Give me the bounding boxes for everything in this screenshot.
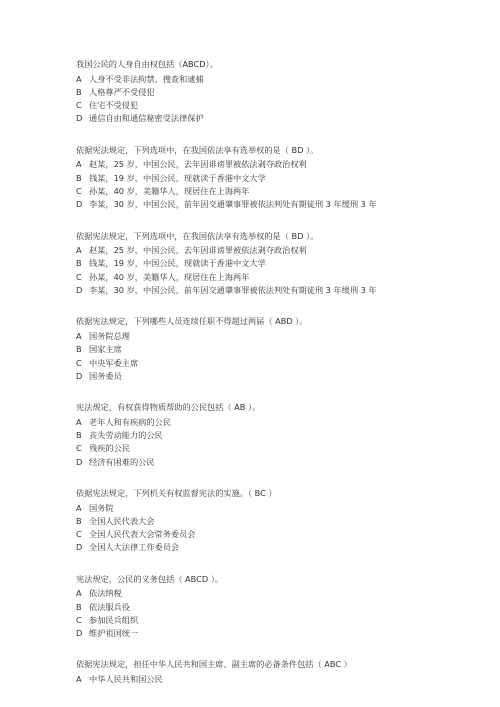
option-a (76, 73, 486, 86)
option-text: 依法纳税 (89, 588, 122, 599)
option-a (76, 330, 486, 343)
option-d (76, 541, 486, 554)
option-letter: C (76, 185, 82, 196)
option-letter: C (76, 271, 82, 282)
option-text: 人身不受非法拘禁、搜查和逮捕 (89, 73, 204, 84)
option-letter: B (76, 601, 82, 612)
option-letter: B (76, 86, 82, 97)
question-stem: 宪法规定，有权获得物质帮助的公民包括（ AB ）。 (76, 402, 261, 413)
option-d (76, 627, 486, 640)
question-block (76, 144, 486, 212)
option-text: 赵某，25 岁，中国公民，去年因诽谤罪被依法剥夺政治权利 (89, 245, 307, 256)
option-letter: A (76, 245, 82, 256)
option-c (76, 614, 486, 627)
question-stem: 我国公民的人身自由权包括（ABCD）。 (76, 59, 218, 69)
document-page (76, 58, 486, 704)
option-text: 全国人大法律工作委员会 (89, 542, 180, 553)
option-letter: B (76, 430, 82, 441)
option-text: 老年人和有疾病的公民 (89, 416, 171, 427)
option-text: 国务委员 (89, 370, 122, 381)
question-stem: 依据宪法规定，担任中华人民共和国主席、副主席的必备条件包括（ ABC ） (76, 659, 352, 670)
option-text: 孙某，40 岁，美籍华人，现居住在上海两年 (89, 185, 250, 196)
option-text: 参加民兵组织 (89, 614, 139, 625)
option-letter: D (76, 199, 83, 210)
question-block (76, 230, 486, 298)
option-text: 人格尊严不受侵犯 (89, 86, 155, 97)
option-text: 住宅不受侵犯 (89, 100, 139, 111)
option-text: 残疾的公民 (89, 443, 130, 454)
option-text: 丧失劳动能力的公民 (89, 430, 163, 441)
option-b (76, 172, 486, 185)
option-text: 国务院总理 (89, 330, 130, 341)
option-letter: D (76, 285, 83, 296)
option-letter: A (76, 330, 82, 341)
question-stem: 依据宪法规定，下列选项中，在我国依法享有选举权的是（ BD ）。 (76, 230, 319, 241)
option-b (76, 86, 486, 99)
option-text: 依法服兵役 (89, 601, 130, 612)
option-text: 赵某，25 岁，中国公民，去年因诽谤罪被依法剥夺政治权利 (89, 159, 307, 170)
option-letter: B (76, 515, 82, 526)
option-letter: A (76, 416, 82, 427)
option-letter: C (76, 443, 82, 454)
option-letter: C (76, 529, 82, 540)
option-letter: A (76, 502, 82, 513)
option-letter: A (76, 73, 82, 84)
option-letter: C (76, 100, 82, 111)
option-text: 钱某，19 岁，中国公民，现就读于香港中文大学 (89, 258, 266, 269)
option-text: 中央军委主席 (89, 357, 139, 368)
option-d (76, 456, 486, 469)
option-c (76, 99, 486, 112)
question-block (76, 487, 486, 555)
option-c (76, 442, 486, 455)
option-text: 孙某，40 岁，美籍华人，现居住在上海两年 (89, 271, 250, 282)
question-block (76, 658, 486, 686)
option-a (76, 673, 486, 686)
question-block (76, 401, 486, 469)
option-letter: B (76, 344, 82, 355)
option-text: 钱某，19 岁，中国公民，现就读于香港中文大学 (89, 172, 266, 183)
option-b (76, 515, 486, 528)
option-letter: D (76, 113, 83, 124)
option-b (76, 343, 486, 356)
option-letter: D (76, 456, 83, 467)
option-text: 全国人民代表大会常务委员会 (89, 529, 196, 540)
option-a (76, 587, 486, 600)
option-c (76, 528, 486, 541)
option-c (76, 357, 486, 370)
option-text: 李某，30 岁，中国公民，前年因交通肇事罪被依法判处有期徒刑 3 年缓刑 3 年 (89, 199, 377, 210)
option-letter: B (76, 172, 82, 183)
option-b (76, 601, 486, 614)
question-block (76, 573, 486, 641)
option-letter: B (76, 258, 82, 269)
option-letter: A (76, 674, 82, 685)
question-stem: 宪法规定，公民的义务包括（ ABCD ）。 (76, 573, 224, 584)
option-letter: A (76, 159, 82, 170)
option-text: 国务院 (89, 502, 114, 513)
option-d (76, 198, 486, 211)
option-b (76, 429, 486, 442)
option-b (76, 257, 486, 270)
option-d (76, 284, 486, 297)
option-a (76, 416, 486, 429)
option-d (76, 112, 486, 125)
option-letter: D (76, 628, 83, 639)
option-letter: D (76, 370, 83, 381)
question-block (76, 315, 486, 383)
option-c (76, 185, 486, 198)
question-stem: 依据宪法规定，下列哪些人员连续任职不得超过两届（ ABD ）。 (76, 316, 308, 327)
option-letter: D (76, 542, 83, 553)
option-a (76, 158, 486, 171)
option-d (76, 370, 486, 383)
option-text: 经济有困难的公民 (89, 456, 155, 467)
option-text: 中华人民共和国公民 (89, 674, 163, 685)
option-text: 维护祖国统一 (89, 628, 139, 639)
option-a (76, 244, 486, 257)
question-stem: 依据宪法规定，下列选项中，在我国依法享有选举权的是（ BD ）。 (76, 144, 319, 155)
option-c (76, 271, 486, 284)
question-stem: 依据宪法规定，下列机关有权监督宪法的实施。（ BC ） (76, 487, 277, 498)
option-letter: C (76, 614, 82, 625)
question-block (76, 58, 486, 126)
option-text: 国家主席 (89, 344, 122, 355)
option-letter: A (76, 588, 82, 599)
option-a (76, 502, 486, 515)
option-text: 通信自由和通信秘密受法律保护 (89, 113, 204, 124)
option-text: 李某，30 岁，中国公民，前年因交通肇事罪被依法判处有期徒刑 3 年缓刑 3 年 (89, 285, 377, 296)
option-text: 全国人民代表大会 (89, 515, 155, 526)
option-letter: C (76, 357, 82, 368)
